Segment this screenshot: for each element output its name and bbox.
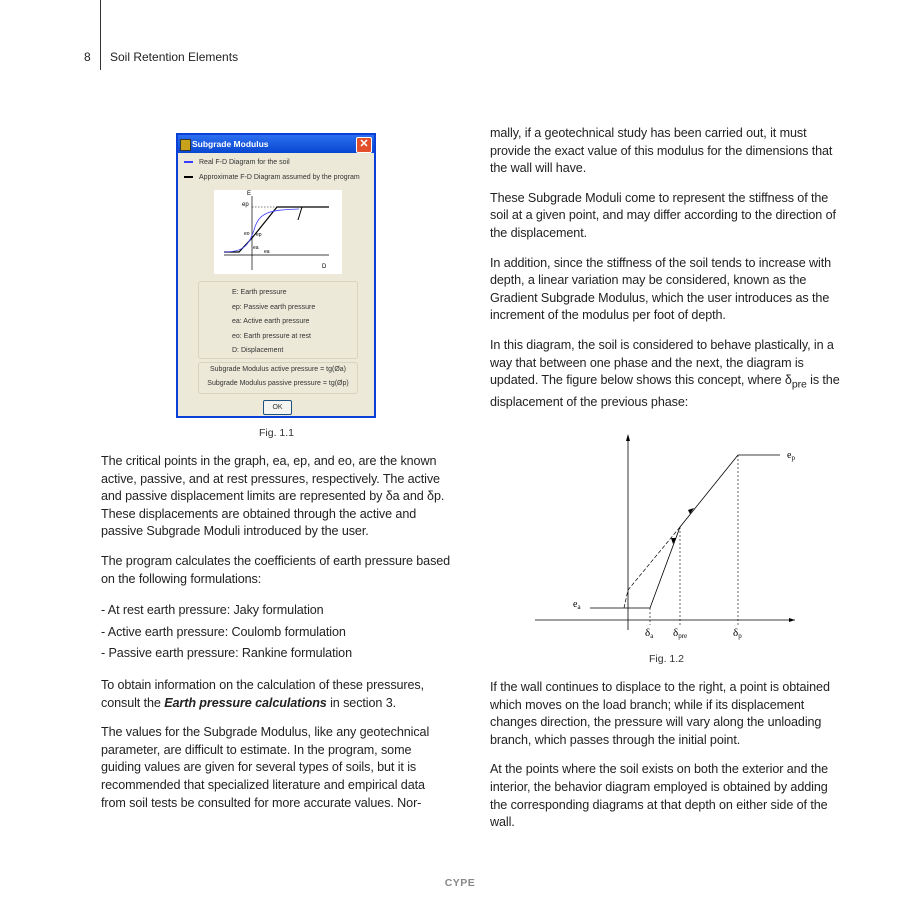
- plot-label: ea: [264, 249, 270, 255]
- plot-label: ep: [256, 232, 262, 238]
- text: pre: [791, 378, 807, 391]
- plot-label-e: E: [247, 191, 252, 197]
- approx-curve: [224, 207, 329, 252]
- paragraph: If the wall continues to displace to the right, a point is obtained which moves on the load branch; while if its displacement changes direction, the pressure will vary along the unloading branch, which passes through the initial point.: [490, 680, 830, 747]
- formulation-list: [101, 600, 453, 665]
- header-divider: [100, 0, 101, 70]
- legend-label: Real F-D Diagram for the soil: [199, 159, 290, 166]
- subgrade-modulus-dialog: [176, 133, 376, 418]
- text: in section 3.: [326, 695, 397, 710]
- plot-label: ep: [242, 202, 249, 208]
- definition: ea: Active earth pressure: [232, 318, 310, 326]
- ep-label: $e_p$: [787, 450, 795, 462]
- blue-line-icon: [184, 161, 193, 163]
- section-title: Soil Retention Elements: [110, 50, 239, 64]
- fig2-diagram: [530, 430, 810, 650]
- app-icon: [180, 139, 191, 151]
- plot-label: eo: [244, 231, 250, 237]
- paragraph: The program calculates the coefficients of earth pressure based on the following formulations:: [101, 553, 451, 586]
- paragraph: [490, 337, 842, 412]
- close-button[interactable]: ✕: [356, 137, 372, 153]
- ea-label: $e_a$: [573, 599, 581, 611]
- list-item: - Passive earth pressure: Rankine formulation: [101, 646, 352, 661]
- paragraph: These Subgrade Moduli come to represent the stiffness of the soil at a given point, and may differ according to the direction of the displacement.: [490, 190, 836, 240]
- definition: D: Displacement: [232, 347, 284, 355]
- formula: Subgrade Modulus active pressure = tg(Øa): [210, 366, 346, 373]
- formulas-box: [198, 362, 358, 394]
- plot-label: D: [322, 264, 327, 270]
- paragraph: The critical points in the graph, ea, ep, and eo, are the known active, passive, and at rest pressures, respectively. The active and passive displacement limits are represented by δa and δp. These displacements are obtained through the active and passive Subgrade Moduli introduced by the user.: [101, 454, 445, 539]
- earth-pressure-link[interactable]: Earth pressure calculations: [164, 695, 327, 710]
- text: In this diagram, the soil is considered to behave plastically, in a way that between one phase and the next, the diagram is updated. The figure below shows this concept, where: [490, 337, 834, 388]
- delta-a-label: δa: [645, 627, 654, 640]
- list-item: - Active earth pressure: Coulomb formulation: [101, 624, 346, 639]
- ok-button[interactable]: OK: [263, 400, 292, 415]
- paragraph: At the points where the soil exists on both the exterior and the interior, the behavior diagram employed is obtained by adding the corresponding diagrams at that depth on either side of the wall.: [490, 762, 829, 830]
- footer-brand: CYPE: [444, 877, 476, 889]
- formula: Subgrade Modulus passive pressure = tg(Øp): [207, 380, 349, 387]
- plot-label: ea: [253, 245, 259, 251]
- paragraph: [101, 677, 453, 712]
- delta-pre-label: δpre: [673, 627, 688, 640]
- page-number: 8: [84, 50, 91, 64]
- text: To obtain information on the calculation of these pressures, consult the: [101, 677, 425, 710]
- list-item: - At rest earth pressure: Jaky formulation: [101, 603, 324, 618]
- dialog-titlebar: [178, 135, 374, 153]
- legend-approx: [184, 174, 360, 181]
- text: is the displacement of the previous phase:: [490, 373, 840, 410]
- legend-label: Approximate F-D Diagram assumed by the program: [199, 174, 360, 181]
- definitions-box: [198, 281, 358, 359]
- fd-diagram-svg: [214, 190, 342, 274]
- paragraph: mally, if a geotechnical study has been carried out, it must provide the exact value of this modulus for the dimensions that the wall will have.: [490, 126, 833, 176]
- definition: E: Earth pressure: [232, 289, 287, 296]
- load-branch: [590, 455, 780, 608]
- right-column-bottom: [490, 679, 845, 844]
- paragraph: In addition, since the stiffness of the soil tends to increase with depth, a linear variation may be considered, known as the Gradient Subgrade Modulus, which the user introduces as the increment of the modulus per foot of depth.: [490, 255, 831, 323]
- fig2-caption: Fig. 1.2: [649, 653, 685, 665]
- real-curve: [224, 209, 299, 252]
- text: δ: [784, 373, 792, 388]
- dialog-title: Subgrade Modulus: [192, 139, 269, 149]
- left-column: [101, 453, 453, 824]
- legend-real: [184, 159, 290, 166]
- fig1-caption: Fig. 1.1: [259, 427, 295, 439]
- paragraph: The values for the Subgrade Modulus, like any geotechnical parameter, are difficult to estimate. In the program, some guiding values are given for several types of soils, but it is recommended that specialized literature and empirical data from soil tests be consulted for more accurate values. Nor-: [101, 725, 430, 810]
- black-line-icon: [184, 176, 193, 178]
- definitions-list: [232, 286, 315, 359]
- delta-p-label: δp: [733, 627, 742, 640]
- definition: ep: Passive earth pressure: [232, 303, 316, 311]
- fd-diagram: [214, 190, 342, 274]
- definition: eo: Earth pressure at rest: [232, 332, 311, 340]
- right-column-top: [490, 125, 842, 424]
